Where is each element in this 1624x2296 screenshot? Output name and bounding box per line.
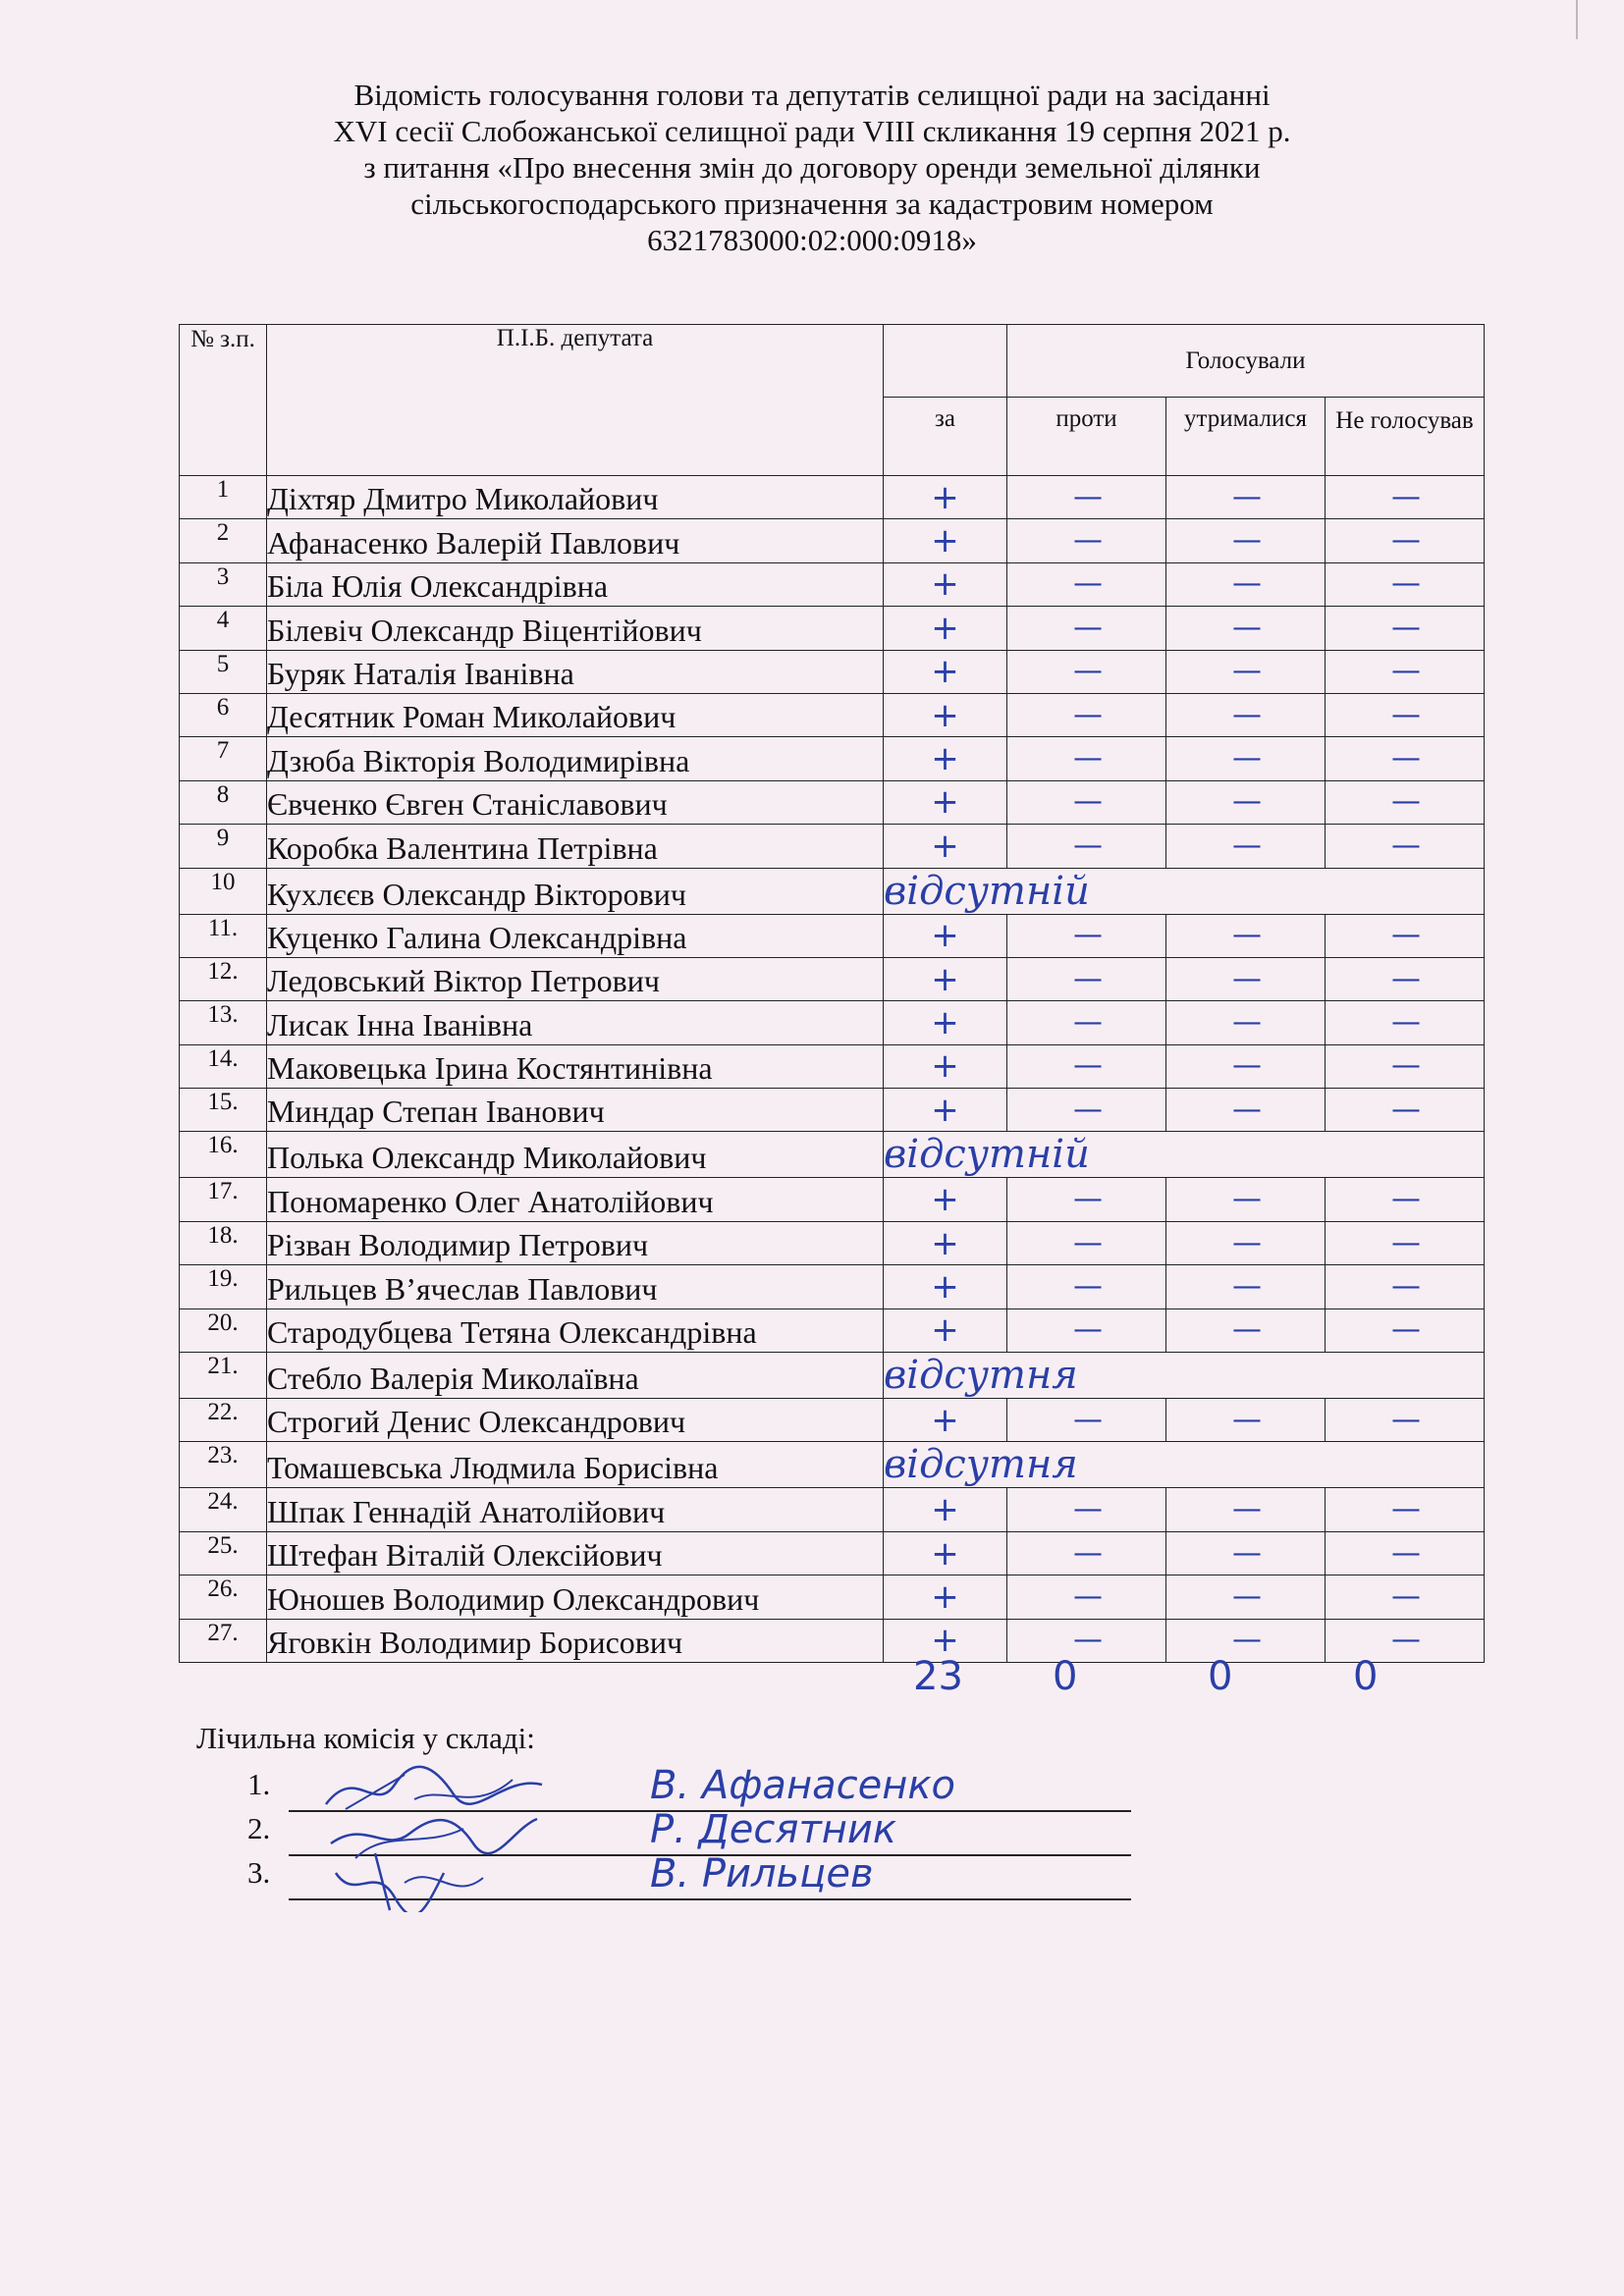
header-name: П.І.Б. депутата — [267, 325, 884, 476]
vote-against-mark: — — [1007, 825, 1166, 868]
absent-note: відсутня — [884, 1353, 1485, 1399]
vote-abstained-mark: — — [1166, 607, 1326, 650]
deputy-name: Афанасенко Валерій Павлович — [267, 519, 884, 562]
table-row — [180, 914, 1485, 957]
row-number: 25. — [180, 1531, 267, 1575]
deputy-name: Десятник Роман Миколайович — [267, 693, 884, 736]
member-index: 1. — [247, 1767, 271, 1801]
vote-against-mark: — — [1007, 1001, 1166, 1044]
vote-for-mark: + — [884, 780, 1007, 824]
document-title — [0, 77, 1624, 258]
row-number: 12. — [180, 957, 267, 1000]
vote-for-mark: + — [884, 562, 1007, 606]
deputy-name: Миндар Степан Іванович — [267, 1089, 884, 1132]
deputy-name: Біла Юлія Олександрівна — [267, 562, 884, 606]
table-row — [180, 519, 1485, 562]
vote-abstained-mark: — — [1166, 1044, 1326, 1088]
member-index: 3. — [247, 1855, 271, 1890]
table-row — [180, 780, 1485, 824]
deputy-name: Полька Олександр Миколайович — [267, 1132, 884, 1178]
vote-against-mark: — — [1007, 737, 1166, 780]
vote-against-mark: — — [1007, 1178, 1166, 1221]
vote-abstained-mark: — — [1166, 1575, 1326, 1619]
vote-not-voted-mark: — — [1326, 1619, 1485, 1662]
vote-not-voted-mark: — — [1326, 1308, 1485, 1352]
vote-abstained-mark: — — [1166, 1265, 1326, 1308]
row-number: 24. — [180, 1488, 267, 1531]
deputy-name: Ледовський Віктор Петрович — [267, 957, 884, 1000]
commission-label: Лічильна комісія у складі: — [196, 1721, 535, 1755]
deputy-name: Різван Володимир Петрович — [267, 1221, 884, 1264]
row-number: 2 — [180, 519, 267, 562]
deputy-name: Дзюба Вікторія Володимирівна — [267, 737, 884, 780]
vote-abstained-mark: — — [1166, 1308, 1326, 1352]
vote-not-voted-mark: — — [1326, 1089, 1485, 1132]
vote-not-voted-mark: — — [1326, 1044, 1485, 1088]
table-row — [180, 1575, 1485, 1619]
table-row — [180, 1442, 1485, 1488]
deputy-name: Юношев Володимир Олександрович — [267, 1575, 884, 1619]
title-line: сільськогосподарського призначення за кадастровим номером — [410, 187, 1214, 221]
vote-for-mark: + — [884, 825, 1007, 868]
deputy-name: Діхтяр Дмитро Миколайович — [267, 476, 884, 519]
vote-against-mark: — — [1007, 1221, 1166, 1264]
title-line: 6321783000:02:000:0918» — [647, 223, 977, 257]
table-row — [180, 957, 1485, 1000]
deputy-name: Буряк Наталія Іванівна — [267, 650, 884, 693]
deputy-name: Стародубцева Тетяна Олександрівна — [267, 1308, 884, 1352]
vote-against-mark: — — [1007, 1044, 1166, 1088]
table-row — [180, 737, 1485, 780]
deputy-name: Шпак Геннадій Анатолійович — [267, 1488, 884, 1531]
row-number: 20. — [180, 1308, 267, 1352]
row-number: 1 — [180, 476, 267, 519]
vote-against-mark: — — [1007, 607, 1166, 650]
vote-against-mark: — — [1007, 1399, 1166, 1442]
vote-for-mark: + — [884, 519, 1007, 562]
deputy-name: Лисак Інна Іванівна — [267, 1001, 884, 1044]
row-number: 27. — [180, 1619, 267, 1662]
table-row — [180, 693, 1485, 736]
scan-edge-mark — [1576, 0, 1578, 39]
row-number: 18. — [180, 1221, 267, 1264]
vote-not-voted-mark: — — [1326, 780, 1485, 824]
row-number: 22. — [180, 1399, 267, 1442]
row-number: 10 — [180, 868, 267, 914]
absent-note: відсутній — [884, 868, 1485, 914]
table-row — [180, 1488, 1485, 1531]
vote-not-voted-mark: — — [1326, 1001, 1485, 1044]
vote-not-voted-mark: — — [1326, 476, 1485, 519]
vote-not-voted-mark: — — [1326, 693, 1485, 736]
total-against: 0 — [1053, 1654, 1078, 1699]
title-line: Відомість голосування голови та депутатів селищної ради на засіданні — [353, 78, 1271, 112]
table-row — [180, 562, 1485, 606]
row-number: 16. — [180, 1132, 267, 1178]
vote-abstained-mark: — — [1166, 650, 1326, 693]
vote-against-mark: — — [1007, 914, 1166, 957]
vote-abstained-mark: — — [1166, 562, 1326, 606]
row-number: 21. — [180, 1353, 267, 1399]
deputy-name: Коробка Валентина Петрівна — [267, 825, 884, 868]
row-number: 17. — [180, 1178, 267, 1221]
vote-abstained-mark: — — [1166, 1531, 1326, 1575]
deputy-name: Пономаренко Олег Анатолійович — [267, 1178, 884, 1221]
vote-not-voted-mark: — — [1326, 1265, 1485, 1308]
vote-for-mark: + — [884, 1399, 1007, 1442]
vote-against-mark: — — [1007, 1575, 1166, 1619]
header-voted: Голосували — [1007, 325, 1485, 398]
table-body — [180, 476, 1485, 1663]
table-row — [180, 650, 1485, 693]
deputy-name: Томашевська Людмила Борисівна — [267, 1442, 884, 1488]
table-row — [180, 1001, 1485, 1044]
vote-for-mark: + — [884, 1619, 1007, 1662]
vote-for-mark: + — [884, 1531, 1007, 1575]
vote-for-mark: + — [884, 607, 1007, 650]
vote-for-mark: + — [884, 1089, 1007, 1132]
vote-for-mark: + — [884, 737, 1007, 780]
vote-not-voted-mark: — — [1326, 737, 1485, 780]
vote-abstained-mark: — — [1166, 1178, 1326, 1221]
vote-for-mark: + — [884, 1044, 1007, 1088]
vote-not-voted-mark: — — [1326, 825, 1485, 868]
deputy-name: Маковецька Ірина Костянтинівна — [267, 1044, 884, 1088]
vote-not-voted-mark: — — [1326, 1575, 1485, 1619]
row-number: 8 — [180, 780, 267, 824]
deputy-name: Стебло Валерія Миколаївна — [267, 1353, 884, 1399]
table-row — [180, 868, 1485, 914]
deputy-name: Кухлєєв Олександр Вікторович — [267, 868, 884, 914]
vote-for-mark: + — [884, 650, 1007, 693]
row-number: 9 — [180, 825, 267, 868]
handwritten-signature — [316, 1843, 552, 1912]
vote-against-mark: — — [1007, 476, 1166, 519]
vote-against-mark: — — [1007, 693, 1166, 736]
vote-against-mark: — — [1007, 780, 1166, 824]
deputy-name: Куценко Галина Олександрівна — [267, 914, 884, 957]
title-line: з питання «Про внесення змін до договору оренди земельної ділянки — [363, 150, 1261, 185]
row-number: 7 — [180, 737, 267, 780]
title-line: XVI сесії Слобожанської селищної ради VIII скликання 19 серпня 2021 р. — [333, 114, 1291, 148]
total-not-voted: 0 — [1353, 1654, 1379, 1699]
vote-for-mark: + — [884, 476, 1007, 519]
vote-for-mark: + — [884, 1575, 1007, 1619]
deputy-name: Яговкін Володимир Борисович — [267, 1619, 884, 1662]
header-for: за — [884, 398, 1007, 476]
table-row — [180, 1044, 1485, 1088]
vote-not-voted-mark: — — [1326, 1488, 1485, 1531]
row-number: 15. — [180, 1089, 267, 1132]
vote-not-voted-mark: — — [1326, 1531, 1485, 1575]
vote-abstained-mark: — — [1166, 825, 1326, 868]
absent-note: відсутня — [884, 1442, 1485, 1488]
header-abstained: утрималися — [1166, 398, 1326, 476]
deputy-name: Євченко Євген Станіславович — [267, 780, 884, 824]
vote-for-mark: + — [884, 693, 1007, 736]
commission-member — [247, 1851, 1131, 1900]
vote-not-voted-mark: — — [1326, 957, 1485, 1000]
table-row — [180, 1308, 1485, 1352]
table-row — [180, 1089, 1485, 1132]
vote-not-voted-mark: — — [1326, 1221, 1485, 1264]
total-abstained: 0 — [1208, 1654, 1233, 1699]
table-row — [180, 825, 1485, 868]
vote-totals — [0, 1654, 1624, 1703]
deputy-name: Строгий Денис Олександрович — [267, 1399, 884, 1442]
table-row — [180, 1132, 1485, 1178]
vote-not-voted-mark: — — [1326, 1399, 1485, 1442]
vote-abstained-mark: — — [1166, 914, 1326, 957]
table-row — [180, 1265, 1485, 1308]
vote-abstained-mark: — — [1166, 1488, 1326, 1531]
row-number: 13. — [180, 1001, 267, 1044]
vote-for-mark: + — [884, 1221, 1007, 1264]
vote-abstained-mark: — — [1166, 780, 1326, 824]
vote-against-mark: — — [1007, 650, 1166, 693]
vote-against-mark: — — [1007, 1488, 1166, 1531]
vote-abstained-mark: — — [1166, 1399, 1326, 1442]
table-row — [180, 1178, 1485, 1221]
absent-note: відсутній — [884, 1132, 1485, 1178]
member-name: В. Рильцев — [650, 1851, 874, 1896]
table-row — [180, 476, 1485, 519]
member-name: В. Афанасенко — [650, 1763, 955, 1808]
vote-abstained-mark: — — [1166, 957, 1326, 1000]
row-number: 3 — [180, 562, 267, 606]
voting-table — [179, 324, 1485, 1663]
deputy-name: Білевіч Олександр Віцентійович — [267, 607, 884, 650]
vote-abstained-mark: — — [1166, 1619, 1326, 1662]
deputy-name: Рильцев В’ячеслав Павлович — [267, 1265, 884, 1308]
total-for: 23 — [913, 1654, 963, 1699]
vote-abstained-mark: — — [1166, 1221, 1326, 1264]
row-number: 19. — [180, 1265, 267, 1308]
row-number: 4 — [180, 607, 267, 650]
header-number: № з.п. — [180, 325, 267, 476]
vote-against-mark: — — [1007, 562, 1166, 606]
member-name: Р. Десятник — [650, 1807, 897, 1852]
vote-not-voted-mark: — — [1326, 562, 1485, 606]
header-against: проти — [1007, 398, 1166, 476]
vote-not-voted-mark: — — [1326, 914, 1485, 957]
vote-against-mark: — — [1007, 1089, 1166, 1132]
table-row — [180, 1399, 1485, 1442]
vote-abstained-mark: — — [1166, 476, 1326, 519]
table-row — [180, 1531, 1485, 1575]
vote-for-mark: + — [884, 1178, 1007, 1221]
table-row — [180, 1221, 1485, 1264]
vote-against-mark: — — [1007, 1531, 1166, 1575]
row-number: 11. — [180, 914, 267, 957]
vote-abstained-mark: — — [1166, 1001, 1326, 1044]
deputy-name: Штефан Віталій Олексійович — [267, 1531, 884, 1575]
table-row — [180, 607, 1485, 650]
vote-abstained-mark: — — [1166, 1089, 1326, 1132]
table-row — [180, 1353, 1485, 1399]
vote-for-mark: + — [884, 914, 1007, 957]
header-not-voted: Не голосував — [1326, 398, 1485, 476]
vote-against-mark: — — [1007, 1308, 1166, 1352]
vote-not-voted-mark: — — [1326, 607, 1485, 650]
vote-against-mark: — — [1007, 1265, 1166, 1308]
vote-for-mark: + — [884, 1308, 1007, 1352]
member-index: 2. — [247, 1811, 271, 1845]
vote-against-mark: — — [1007, 957, 1166, 1000]
row-number: 5 — [180, 650, 267, 693]
vote-not-voted-mark: — — [1326, 1178, 1485, 1221]
vote-abstained-mark: — — [1166, 693, 1326, 736]
row-number: 6 — [180, 693, 267, 736]
vote-for-mark: + — [884, 1001, 1007, 1044]
vote-for-mark: + — [884, 957, 1007, 1000]
vote-not-voted-mark: — — [1326, 519, 1485, 562]
vote-abstained-mark: — — [1166, 737, 1326, 780]
header-blank — [884, 325, 1007, 398]
vote-against-mark: — — [1007, 519, 1166, 562]
vote-for-mark: + — [884, 1488, 1007, 1531]
row-number: 14. — [180, 1044, 267, 1088]
row-number: 23. — [180, 1442, 267, 1488]
vote-not-voted-mark: — — [1326, 650, 1485, 693]
vote-against-mark: — — [1007, 1619, 1166, 1662]
vote-abstained-mark: — — [1166, 519, 1326, 562]
row-number: 26. — [180, 1575, 267, 1619]
vote-for-mark: + — [884, 1265, 1007, 1308]
